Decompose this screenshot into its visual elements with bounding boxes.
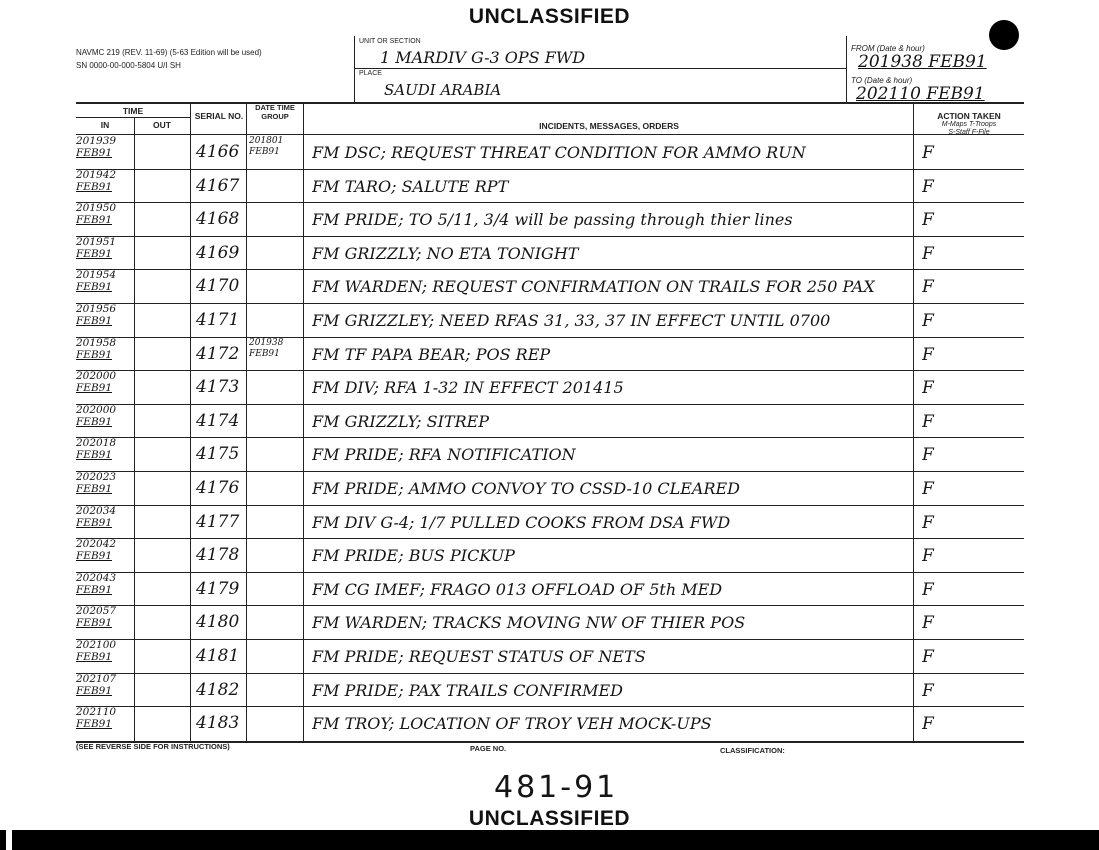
row-time-in: 201939	[76, 136, 117, 147]
row-message: FM PRIDE; TO 5/11, 3/4 will be passing through thier lines	[312, 210, 793, 230]
row-divider	[76, 538, 1024, 539]
row-time-in: 202043	[76, 572, 117, 584]
row-divider	[76, 404, 1024, 405]
row-message: FM TARO; SALUTE RPT	[312, 176, 509, 196]
row-serial: 4181	[196, 646, 240, 666]
row-serial: 4166	[196, 142, 240, 162]
row-divider	[76, 706, 1024, 707]
row-serial: 4173	[196, 377, 240, 398]
row-action: F	[922, 445, 934, 466]
row-time-in: 202023	[76, 472, 117, 483]
row-divider	[76, 639, 1024, 640]
row-message: FM GRIZZLY; SITREP	[312, 411, 490, 431]
row-date-in: FEB91	[76, 349, 113, 361]
footer-page-label: PAGE NO.	[470, 744, 507, 753]
to-label: TO (Date & hour)	[851, 76, 913, 85]
row-action: F	[922, 210, 934, 231]
row-action: F	[922, 546, 934, 567]
row-divider	[76, 202, 1024, 203]
row-date-in: FEB91	[76, 517, 113, 529]
row-time-in: 201958	[76, 337, 117, 349]
row-divider	[76, 236, 1024, 237]
row-message: FM CG IMEF; FRAGO 013 OFFLOAD OF 5th MED	[312, 579, 723, 599]
row-action: F	[922, 714, 934, 735]
row-date-in: FEB91	[76, 248, 113, 260]
row-serial: 4169	[196, 242, 240, 263]
row-message: FM DIV; RFA 1-32 IN EFFECT 201415	[312, 378, 624, 398]
row-date-in: FEB91	[76, 584, 113, 596]
punch-hole	[989, 20, 1019, 50]
scan-border	[0, 830, 1099, 850]
place-label: PLACE	[359, 70, 382, 77]
row-divider	[76, 471, 1024, 472]
row-action: F	[922, 613, 934, 634]
row-action: F	[922, 411, 934, 432]
row-message: FM PRIDE; BUS PICKUP	[312, 546, 515, 566]
row-dtg: 201938	[249, 337, 284, 348]
row-divider	[76, 605, 1024, 606]
row-serial: 4179	[196, 578, 240, 599]
row-divider	[76, 303, 1024, 304]
row-serial: 4172	[196, 343, 240, 364]
row-date-in: FEB91	[76, 181, 113, 193]
row-divider	[76, 572, 1024, 573]
row-time-in: 201951	[76, 236, 117, 248]
row-divider	[76, 437, 1024, 438]
row-date-in: FEB91	[76, 450, 113, 462]
row-time-in: 201942	[76, 169, 117, 181]
col-in: IN	[100, 120, 110, 130]
row-date-in: FEB91	[76, 148, 113, 159]
row-serial: 4176	[196, 478, 240, 498]
col-incidents: INCIDENTS, MESSAGES, ORDERS	[539, 121, 679, 131]
row-date-in: FEB91	[76, 618, 113, 630]
document-number-stamp: 481-91	[494, 770, 619, 805]
row-divider	[76, 673, 1024, 674]
row-date-in: FEB91	[76, 282, 113, 294]
row-message: FM DSC; REQUEST THREAT CONDITION FOR AMMO RUN	[312, 143, 806, 162]
row-action: F	[922, 143, 934, 163]
row-date-in: FEB91	[76, 685, 113, 697]
col-action-legend-2: S-Staff F-File	[948, 129, 990, 136]
row-date-in: FEB91	[76, 551, 113, 563]
row-serial: 4174	[196, 410, 240, 431]
place-value: SAUDI ARABIA	[384, 81, 502, 99]
row-action: F	[922, 277, 934, 298]
row-serial: 4177	[196, 511, 240, 532]
row-divider	[76, 269, 1024, 270]
from-value: 201938 FEB91	[858, 52, 987, 72]
row-time-in: 201950	[76, 203, 117, 215]
row-message: FM PRIDE; AMMO CONVOY TO CSSD-10 CLEARED	[312, 479, 740, 498]
row-serial: 4182	[196, 679, 240, 700]
row-message: FM TF PAPA BEAR; POS REP	[312, 344, 551, 364]
col-serial: SERIAL NO.	[194, 111, 244, 121]
row-date-in: FEB91	[76, 719, 113, 731]
row-message: FM WARDEN; REQUEST CONFIRMATION ON TRAILS FOR 250 PAX	[312, 277, 875, 297]
row-message: FM PRIDE; PAX TRAILS CONFIRMED	[312, 680, 623, 700]
row-serial: 4178	[196, 545, 240, 566]
row-action: F	[922, 378, 934, 399]
row-time-in: 202034	[76, 505, 117, 517]
col-dtg: DATE TIME GROUP	[255, 103, 295, 121]
row-action: F	[922, 311, 934, 331]
row-time-in: 202018	[76, 438, 117, 450]
row-time-in: 202100	[76, 640, 117, 651]
to-value: 202110 FEB91	[856, 84, 985, 104]
row-serial: 4171	[196, 310, 240, 330]
row-message: FM GRIZZLEY; NEED RFAS 31, 33, 37 IN EFFECT UNTIL 0700	[312, 311, 831, 330]
row-action: F	[922, 680, 934, 701]
col-time: TIME	[122, 106, 144, 116]
row-serial: 4170	[196, 276, 240, 297]
row-action: F	[922, 479, 934, 499]
row-divider	[76, 169, 1024, 170]
unit-label: UNIT OR SECTION	[359, 38, 421, 45]
col-action-legend-1: M-Maps T-Troops	[941, 121, 997, 128]
row-time-in: 202000	[76, 371, 117, 383]
unit-value: 1 MARDIV G-3 OPS FWD	[380, 48, 586, 67]
row-date-in: FEB91	[76, 215, 113, 227]
row-dtg-date: FEB91	[249, 348, 280, 359]
row-time-in: 202107	[76, 673, 117, 685]
row-action: F	[922, 243, 934, 264]
footer-classification-label: CLASSIFICATION:	[720, 746, 785, 755]
row-message: FM TROY; LOCATION OF TROY VEH MOCK-UPS	[312, 714, 712, 734]
row-time-in: 202042	[76, 539, 117, 551]
row-time-in: 202057	[76, 606, 117, 618]
row-time-in: 201954	[76, 270, 117, 282]
row-date-in: FEB91	[76, 383, 113, 395]
row-date-in: FEB91	[76, 416, 113, 428]
form-stock-number: SN 0000-00-000-5804 U/I SH	[76, 61, 181, 70]
row-serial: 4167	[196, 175, 240, 196]
row-serial: 4183	[196, 713, 240, 734]
top-classification: UNCLASSIFIED	[468, 5, 631, 28]
row-message: FM PRIDE; RFA NOTIFICATION	[312, 445, 576, 465]
from-label: FROM (Date & hour)	[851, 44, 925, 53]
form-id: NAVMC 219 (REV. 11-69) (5-63 Edition will be used)	[76, 48, 262, 57]
row-date-in: FEB91	[76, 316, 113, 327]
row-serial: 4180	[196, 612, 240, 633]
row-action: F	[922, 647, 934, 667]
row-divider	[76, 337, 1024, 338]
row-date-in: FEB91	[76, 484, 113, 495]
bottom-classification: UNCLASSIFIED	[468, 807, 631, 830]
row-message: FM DIV G-4; 1/7 PULLED COOKS FROM DSA FWD	[312, 512, 731, 532]
row-serial: 4168	[196, 209, 240, 230]
row-time-in: 201956	[76, 304, 117, 315]
row-dtg: 201801	[249, 136, 284, 146]
col-out: OUT	[153, 120, 171, 130]
row-action: F	[922, 176, 934, 197]
row-time-in: 202110	[76, 707, 117, 719]
row-action: F	[922, 344, 934, 365]
row-action: F	[922, 579, 934, 600]
row-message: FM GRIZZLY; NO ETA TONIGHT	[312, 243, 579, 263]
row-time-in: 202000	[76, 404, 117, 416]
row-action: F	[922, 512, 934, 533]
row-date-in: FEB91	[76, 652, 113, 663]
row-message: FM PRIDE; REQUEST STATUS OF NETS	[312, 647, 646, 666]
row-divider	[76, 505, 1024, 506]
row-message: FM WARDEN; TRACKS MOVING NW OF THIER POS	[312, 613, 746, 633]
row-dtg-date: FEB91	[249, 147, 280, 157]
col-action: ACTION TAKEN	[937, 111, 1001, 121]
footer-instructions: (SEE REVERSE SIDE FOR INSTRUCTIONS)	[76, 742, 230, 751]
row-serial: 4175	[196, 444, 240, 465]
row-divider	[76, 370, 1024, 371]
